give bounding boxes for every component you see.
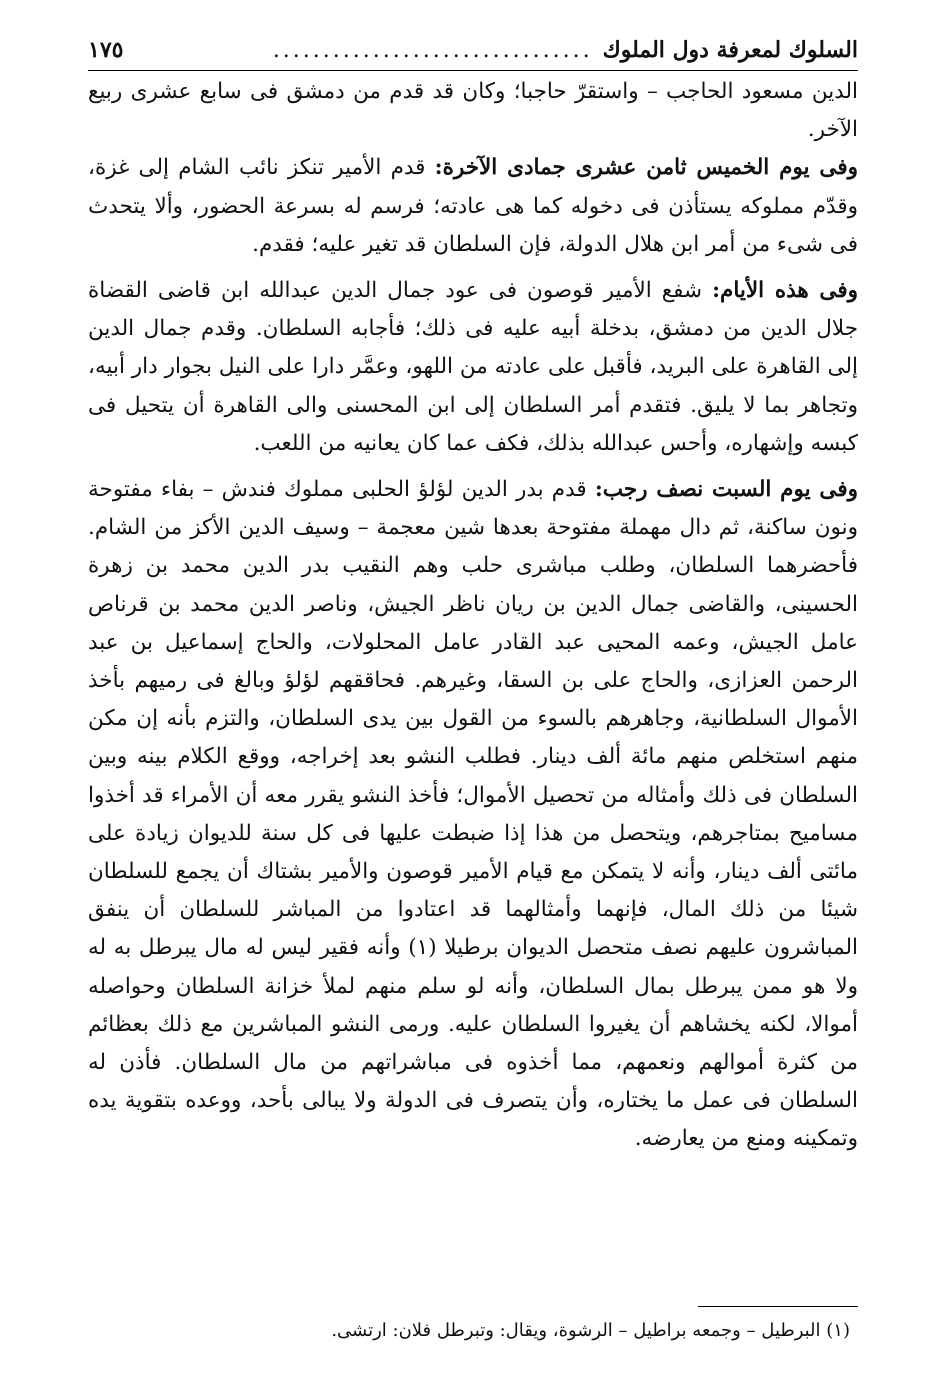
continuation-paragraph: الدين مسعود الحاجب – واستقرّ حاجبا؛ وكان قد قدم من دمشق فى سابع عشرى ربيع الآخر. xyxy=(88,79,858,143)
book-page xyxy=(88,30,858,1360)
paragraph-these-days xyxy=(88,272,858,463)
paragraph-lead: وفى يوم السبت نصف رجب: xyxy=(594,477,858,503)
running-title: السلوك لمعرفة دول الملوك xyxy=(602,37,858,63)
paragraph-lead: وفى هذه الأيام: xyxy=(712,278,858,304)
footnote: (١) البرطيل – وجمعه براطيل – الرشوة، ويقال: وتبرطل فلان: ارتشى. xyxy=(331,1320,850,1341)
footnote-divider xyxy=(698,1306,858,1307)
main-text xyxy=(88,73,858,1159)
leader-dots: ................................ xyxy=(272,38,593,63)
page-header xyxy=(88,30,858,71)
paragraph-text: شفع الأمير قوصون فى عود جمال الدين عبدالله ابن قاضى القضاة جلال الدين من دمشق، بدخلة أبيه عليه فى ذلك؛ فأجابه السلطان. وقدم جمال الدين إلى القاهرة على البريد، فأقبل على عادته من اللهو، وعمَّر دارا على النيل بجوار دار أبيه، وتجاهر بما لا يليق. فتقدم أمر السلطان إلى ابن المحسنى والى القاهرة أن يتحيل فى كبسه وإشهاره، وأحس عبدالله بذلك، فكف عما كان يعانيه من اللعب. xyxy=(88,278,858,456)
paragraph-text: قدم بدر الدين لؤلؤ الحلبى مملوك فندش – بفاء مفتوحة ونون ساكنة، ثم دال مهملة مفتوحة بعدها شين معجمة – وسيف الدين الأكز من الشام. فأحضرهما السلطان، وطلب مباشرى حلب وهم النقيب بدر الدين محمد بن زهرة الحسينى، والقاضى جمال الدين بن ريان ناظر الجيش، وناصر الدين محمد بن قرناص عامل الجيش، وعمه المحيى عبد القادر عامل المحلولات، والحاج إسماعيل بن عبد الرحمن العزازى، والحاج على بن السقا، وغيرهم. فحاققهم لؤلؤ وبالغ فى رميهم بأخذ الأموال السلطانية، وجاهرهم بالسوء من القول بين يدى السلطان، والتزم بأنه إن مكن منهم استخلص منهم مائة ألف دينار. فطلب النشو بعد إخراجه، ووقع الكلام بينه وبين السلطان فى ذلك وأمثاله من تحصيل الأموال؛ فأخذ النشو يقرر معه أن الأمراء قد أخذوا مساميح بمتاجرهم، ويتحصل من هذا إذا ضبطت عليها فى كل سنة للديوان زيادة على مائتى ألف دينار، وأنه لا يتمكن مع قيام الأمير قوصون والأمير بشتاك أن يجمع للسلطان شيئا من ذلك المال، فإنهما وأمثالهما قد اعتادوا من المباشر للسلطان أن ينفق المباشرون عليهم نصف متحصل الديوان برطيلا (١) وأنه فقير ليس له مال يبرطل به له ولا هو ممن يبرطل بمال السلطان، وأنه لو سلم منهم لملأ خزانة السلطان وحواصله أموالا، لكنه يخشاهم أن يغيروا السلطان عليه. ورمى النشو المباشرين مع ذلك بعظائم من كثرة أموالهم ونعمهم، مما أخذوه فى مباشراتهم من مال السلطان. فأذن له السلطان فى عمل ما يختاره، وأن يتصرف فى الدولة ولا يبالى بأحد، ووعده بتقوية يده وتمكينه ومنع من يعارضه. xyxy=(88,477,858,1152)
paragraph-text: قدم الأمير تنكز نائب الشام إلى غزة، وقدّم مملوكه يستأذن فى دخوله كما هى عادته؛ فرسم له بسرعة الحضور، وألا يتحدث فى شىء من أمر ابن هلال الدولة، فإن السلطان قد تغير عليه؛ فقدم. xyxy=(88,155,858,257)
paragraph-saturday xyxy=(88,471,858,1159)
paragraph-thursday xyxy=(88,149,858,264)
paragraph-lead: وفى يوم الخميس ثامن عشرى جمادى الآخرة: xyxy=(434,155,858,181)
page-number: ١٧٥ xyxy=(88,37,124,63)
